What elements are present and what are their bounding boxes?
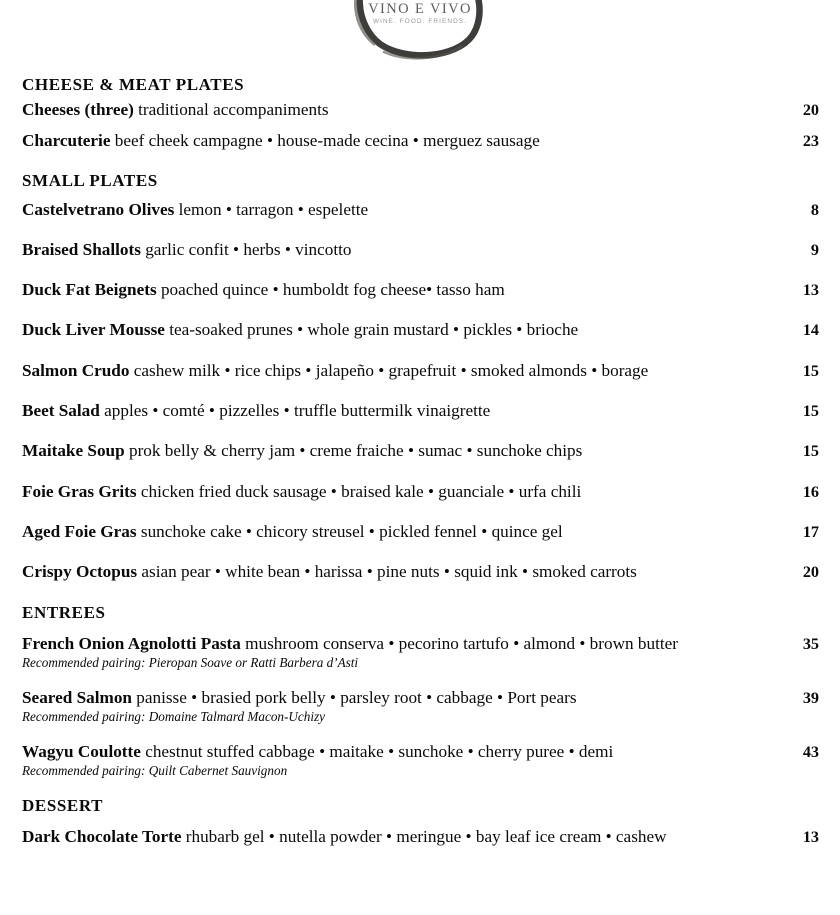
- menu-item-price: 39: [802, 688, 819, 707]
- logo-tagline: WINE. FOOD. FRIENDS.: [372, 18, 468, 25]
- menu-item-description: apples • comté • pizzelles • truffle buttermilk vinaigrette: [99, 401, 491, 421]
- menu-item: [22, 361, 819, 381]
- menu-item-text: [22, 742, 785, 762]
- menu-section-dessert: [22, 796, 819, 847]
- menu-item-text: [22, 562, 785, 582]
- wine-pairing-note: Recommended pairing: Domaine Talmard Macon-Uchizy: [22, 709, 326, 724]
- menu-item: [22, 320, 819, 340]
- menu-item-price: 16: [802, 482, 819, 501]
- menu-section-cheese-meat-plates: [22, 75, 819, 152]
- menu-item-name: Castelvetrano Olives: [22, 199, 175, 219]
- menu-item-price: 20: [802, 563, 819, 582]
- menu-item-block: [22, 742, 819, 779]
- menu-item-name: Salmon Crudo: [22, 360, 130, 380]
- menu-section-small-plates: [22, 171, 819, 583]
- menu-item-description: mushroom conserva • pecorino tartufo • almond • brown butter: [240, 633, 678, 653]
- menu-item-text: [22, 200, 785, 220]
- menu-item: [22, 441, 819, 461]
- menu-section-entrees: [22, 603, 819, 779]
- menu-item-text: [22, 482, 785, 502]
- menu-item-description: chicken fried duck sausage • braised kale • guanciale • urfa chili: [136, 481, 582, 501]
- menu-item-text: [22, 401, 785, 421]
- menu-item-name: Crispy Octopus: [22, 562, 138, 582]
- menu-item-name: Braised Shallots: [22, 239, 141, 259]
- menu-item-text: [22, 131, 785, 151]
- menu-item: [22, 200, 819, 220]
- menu-item-text: [22, 688, 785, 708]
- section-heading: DESSERT: [22, 795, 104, 815]
- menu-item: [22, 100, 819, 120]
- wine-pairing-note: Recommended pairing: Pieropan Soave or Ratti Barbera d’Asti: [22, 654, 359, 670]
- menu-item-name: Dark Chocolate Torte: [22, 826, 182, 846]
- menu-item: [22, 401, 819, 421]
- menu-item: [22, 562, 819, 582]
- menu-item-name: Seared Salmon: [22, 687, 132, 707]
- menu-item-text: [22, 280, 785, 300]
- menu-item: [22, 522, 819, 542]
- menu-item-description: chestnut stuffed cabbage • maitake • sunchoke • cherry puree • demi: [140, 741, 614, 761]
- menu-item-text: [22, 441, 785, 461]
- menu-item-description: traditional accompaniments: [133, 100, 329, 119]
- menu-item-description: cashew milk • rice chips • jalapeño • grapefruit • smoked almonds • borage: [129, 360, 649, 380]
- menu-item-description: asian pear • white bean • harissa • pine nuts • squid ink • smoked carrots: [137, 562, 637, 582]
- menu-item: [22, 634, 819, 654]
- menu-item-description: poached quince • humboldt fog cheese• tasso ham: [156, 280, 505, 300]
- menu-item-name: Charcuterie: [22, 131, 111, 151]
- menu-item-name: Duck Liver Mousse: [22, 320, 165, 340]
- section-heading: SMALL PLATES: [22, 170, 158, 190]
- menu-item-price: 23: [802, 132, 819, 151]
- menu-item-description: panisse • brasied pork belly • parsley root • cabbage • Port pears: [131, 687, 577, 707]
- menu-item-name: Cheeses (three): [22, 100, 134, 119]
- menu-item-price: 13: [802, 827, 819, 846]
- section-heading: CHEESE & MEAT PLATES: [22, 75, 245, 94]
- menu-item-price: 15: [802, 442, 819, 461]
- menu-item-price: 35: [802, 634, 819, 653]
- menu-item-price: 15: [802, 361, 819, 380]
- menu-item-block: [22, 688, 819, 725]
- menu-item: [22, 742, 819, 762]
- menu-item-name: Maitake Soup: [22, 441, 125, 461]
- menu-item-price: 8: [810, 200, 819, 219]
- menu-item-name: Duck Fat Beignets: [22, 280, 157, 300]
- menu-item-price: 43: [802, 742, 819, 761]
- menu-item-text: [22, 320, 785, 340]
- menu-item-block: [22, 634, 819, 671]
- menu-item: [22, 827, 819, 847]
- menu-item-text: [22, 634, 785, 654]
- menu-item: [22, 240, 819, 260]
- menu-item-text: [22, 240, 785, 260]
- menu-item-description: rhubarb gel • nutella powder • meringue • bay leaf ice cream • cashew: [181, 826, 667, 846]
- menu-item-price: 13: [802, 281, 819, 300]
- menu-item-text: [22, 361, 785, 381]
- restaurant-logo: [0, 0, 840, 62]
- menu-item-name: Aged Foie Gras: [22, 521, 137, 541]
- menu-item-price: 9: [810, 240, 819, 259]
- menu-item-description: garlic confit • herbs • vincotto: [140, 239, 352, 259]
- menu-item-text: [22, 827, 785, 847]
- wine-pairing-note: Recommended pairing: Quilt Cabernet Sauvignon: [22, 763, 288, 779]
- menu-item-text: [22, 522, 785, 542]
- menu-item-name: Foie Gras Grits: [22, 481, 137, 501]
- menu-item: [22, 688, 819, 708]
- menu-item-name: French Onion Agnolotti Pasta: [22, 633, 241, 653]
- logo-mark: [344, 0, 496, 62]
- menu-item-description: tea-soaked prunes • whole grain mustard • pickles • brioche: [164, 320, 579, 340]
- menu-item: [22, 482, 819, 502]
- menu-item-price: 15: [802, 402, 819, 421]
- menu-item-name: Wagyu Coulotte: [22, 741, 141, 761]
- menu-item: [22, 131, 819, 151]
- menu-item-text: [22, 100, 785, 120]
- menu-item-price: 14: [802, 321, 819, 340]
- menu-item-price: 17: [802, 522, 819, 541]
- section-heading: ENTREES: [22, 602, 106, 622]
- menu-item-price: 20: [802, 101, 819, 119]
- logo-wordmark: VINO E VIVO: [368, 1, 472, 17]
- menu-item-description: prok belly & cherry jam • creme fraiche • sumac • sunchoke chips: [124, 441, 583, 461]
- menu-content: [0, 75, 840, 847]
- menu-item-name: Beet Salad: [22, 401, 100, 421]
- menu-item: [22, 280, 819, 300]
- menu-item-description: beef cheek campagne • house-made cecina • merguez sausage: [110, 131, 540, 151]
- menu-item-description: lemon • tarragon • espelette: [174, 199, 369, 219]
- menu-item-description: sunchoke cake • chicory streusel • pickled fennel • quince gel: [136, 521, 563, 541]
